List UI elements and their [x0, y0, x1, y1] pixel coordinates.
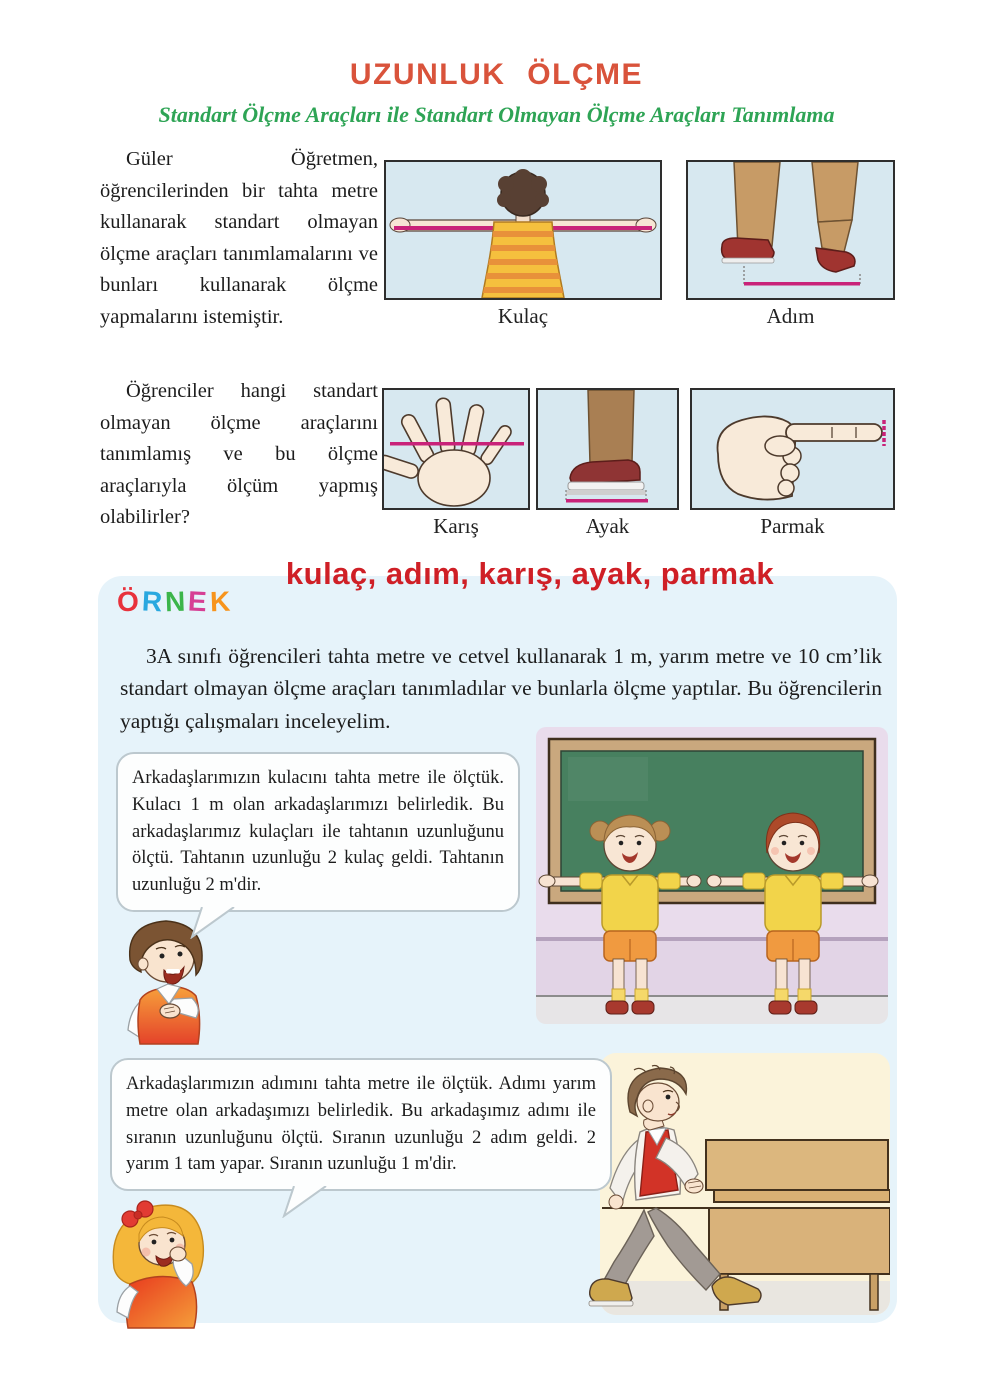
ornek-letter: Ö	[116, 585, 143, 618]
foot-icon	[538, 390, 677, 508]
intro-paragraph-2	[100, 376, 378, 534]
karis-label: Karış	[433, 514, 479, 538]
figure-adim	[686, 160, 895, 329]
ornek-letter: K	[209, 585, 234, 618]
karis-illustration	[382, 388, 530, 510]
page-subtitle: Standart Ölçme Araçları ile Standart Olmayan Ölçme Araçları Tanımlama	[158, 102, 835, 127]
speech-bubble-adim-text: Arkadaşlarımızın adımını tahta metre ile ölçtük. Adımı yarım metre olan arkadaşımızı belirledik. Bu arkadaşımız adımı ile sıranın uzunluğunu ölçtü. Sıranın uzunluğu 2 adım geldi. 2 yarım 1 tam yapar. Sıranın uzunluğu 1 m'dir.	[126, 1074, 596, 1175]
figure-ayak	[536, 388, 679, 539]
ornek-letter: R	[141, 585, 166, 618]
speech-tail-icon	[280, 1186, 330, 1218]
speech-tail-icon	[188, 907, 238, 939]
kulac-illustration	[384, 160, 662, 300]
girl-bust-icon	[100, 1192, 218, 1330]
page-title: UZUNLUK ÖLÇME	[349, 58, 644, 91]
intro-paragraph-2-text: Öğrenciler hangi standart olmayan ölçme araçlarını tanımlamış ve bu ölçme araçlarıyla ölçüm yapmış olabilirler?	[100, 380, 378, 529]
figure-karis	[382, 388, 530, 539]
figure-kulac	[384, 160, 662, 329]
walking-boy-desk-icon	[556, 1062, 890, 1324]
ornek-letter: N	[164, 585, 189, 618]
girl-character	[100, 1192, 218, 1330]
answer-annotation: kulaç, adım, karış, ayak, parmak	[285, 556, 775, 591]
finger-icon	[692, 390, 893, 508]
example-paragraph	[120, 640, 882, 737]
example-paragraph-text: 3A sınıfı öğrencileri tahta metre ve cetvel kullanarak 1 m, yarım metre ve 10 cm’lik standart olmayan ölçme araçları tanımladılar ve bunlarla ölçme yaptılar. Bu öğrencilerin yaptığı çalışmaları inceleyelim.	[120, 644, 882, 733]
classroom-scene	[536, 727, 888, 1024]
ayak-illustration	[536, 388, 679, 510]
ayak-label: Ayak	[585, 514, 630, 538]
intro-paragraph-1	[100, 144, 378, 333]
parmak-illustration	[690, 388, 895, 510]
speech-bubble-kulac	[116, 752, 520, 912]
intro-paragraph-1-text: Güler Öğretmen, öğrencilerinden bir tahta metre kullanarak standart olmayan ölçme araçları tanımlamalarını ve bunları kullanarak ölçme yapmalarını istemiştir.	[100, 148, 378, 328]
hand-span-icon	[384, 390, 528, 508]
arm-span-icon	[386, 162, 660, 298]
walking-boy-scene	[556, 1062, 890, 1324]
speech-bubble-kulac-text: Arkadaşlarımızın kulacını tahta metre ile ölçtük. Kulacı 1 m olan arkadaşlarımızı belirledik. Bu arkadaşlarımız kulaçları ile tahtanın uzunluğunu ölçtü. Tahtanın uzunluğu 2 kulaç geldi. Tahtanın uzunluğu 2 m'dir.	[132, 768, 504, 896]
ornek-letter: E	[187, 585, 211, 618]
step-icon	[688, 162, 893, 298]
adim-illustration	[686, 160, 895, 300]
figure-parmak	[690, 388, 895, 539]
speech-bubble-adim	[110, 1058, 612, 1191]
parmak-label: Parmak	[760, 514, 825, 538]
kulac-label: Kulaç	[497, 304, 549, 328]
adim-label: Adım	[766, 304, 815, 328]
classroom-blackboard-icon	[536, 727, 888, 1024]
